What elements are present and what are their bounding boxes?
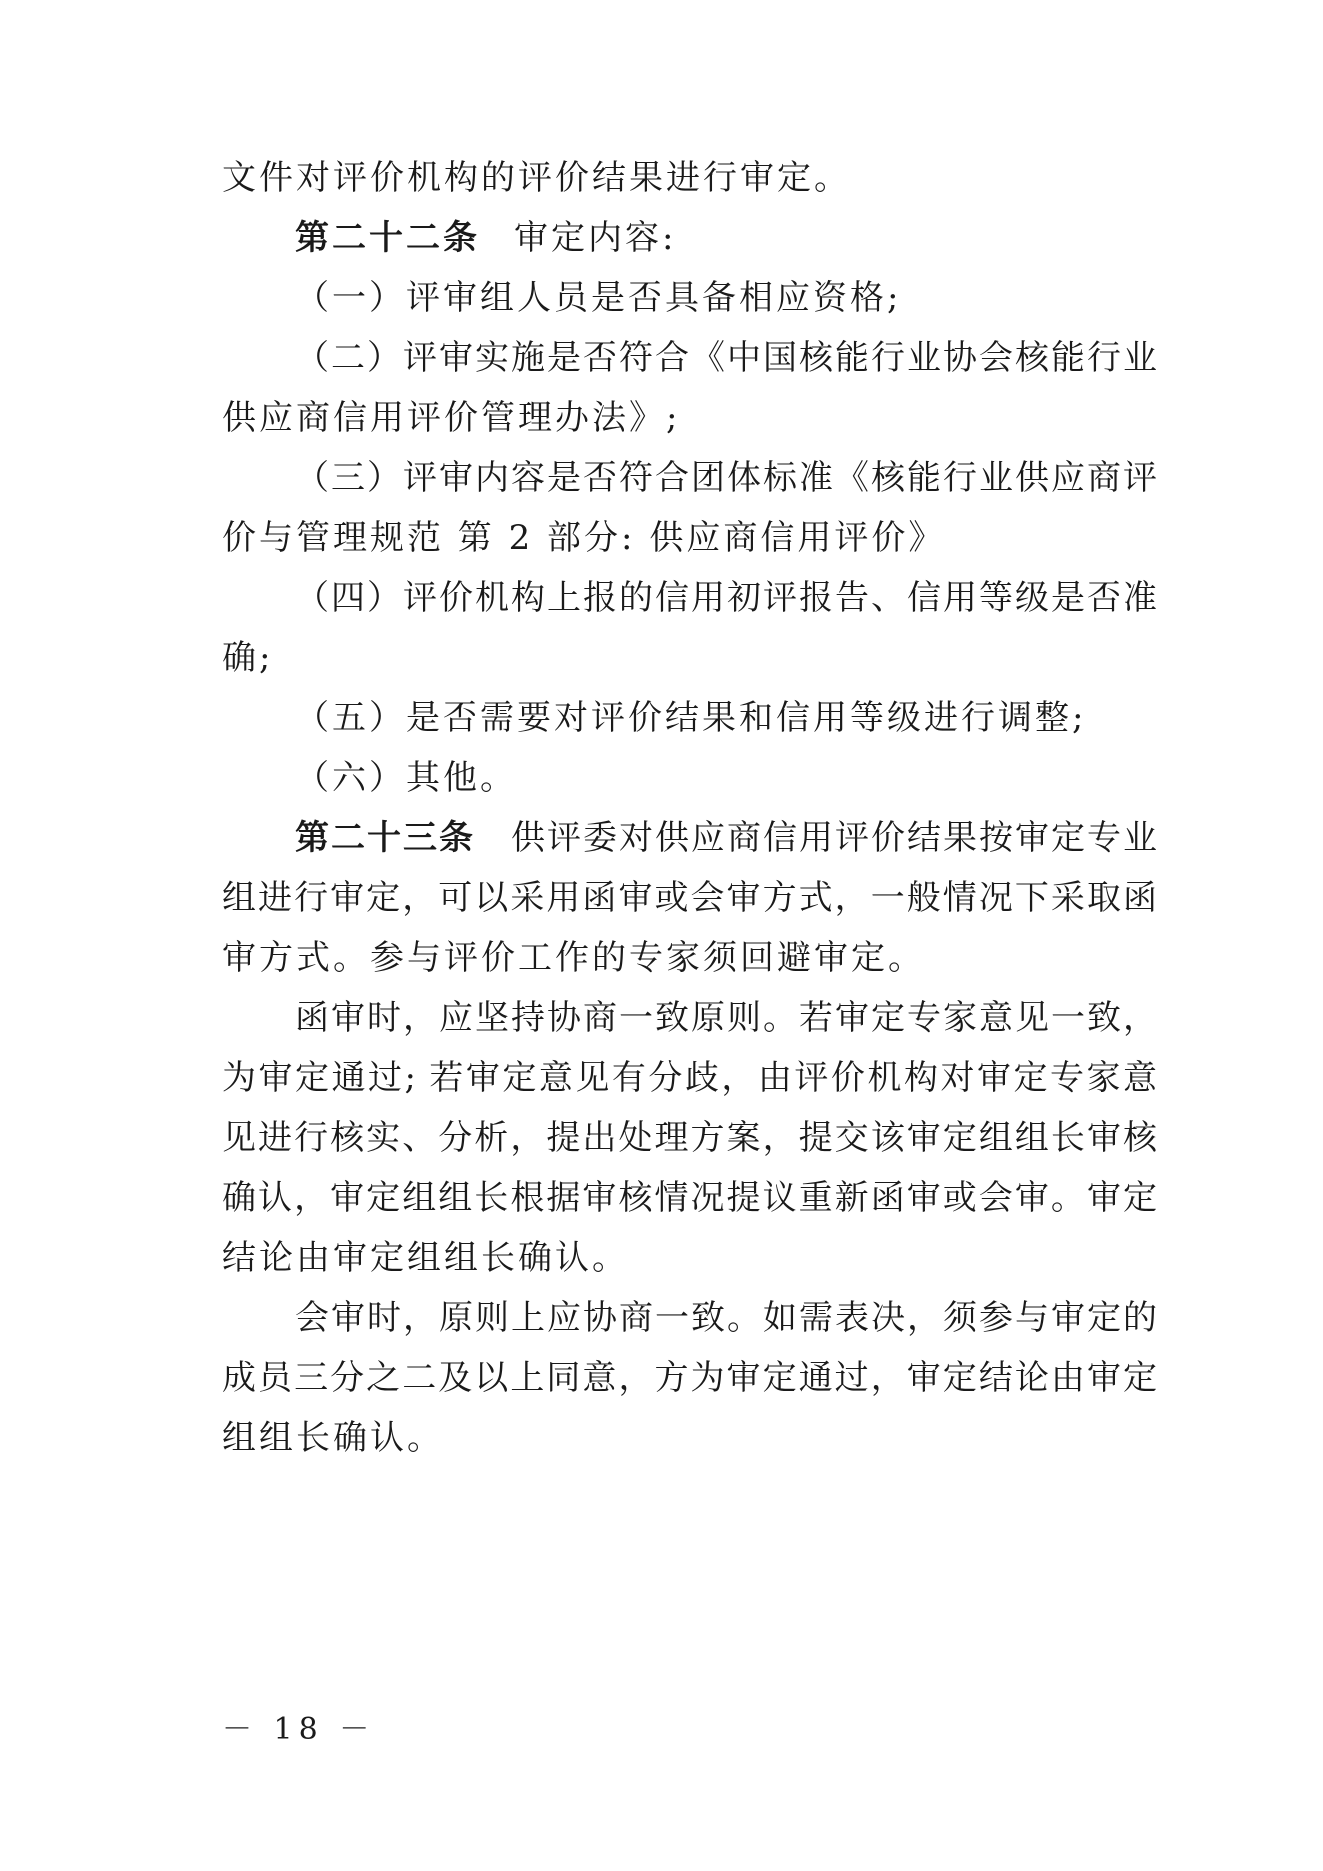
list-item-6: （六）其他。 (295, 758, 517, 798)
list-item-5: （五）是否需要对评价结果和信用等级进行调整; (295, 698, 1087, 738)
list-item-4-continued: 确; (222, 638, 274, 678)
article-23-text: 供评委对供应商信用评价结果按审定专业 (509, 818, 1157, 858)
list-item-4: （四）评价机构上报的信用初评报告、信用等级是否准 (295, 578, 1157, 618)
list-item-1: （一）评审组人员是否具备相应资格; (295, 278, 902, 318)
article-23-line (295, 818, 1157, 858)
paragraph-line: 会审时，原则上应协商一致。如需表决，须参与审定的 (295, 1298, 1157, 1338)
article-22-heading: 第二十二条 (295, 218, 480, 258)
paragraph-line: 审方式。参与评价工作的专家须回避审定。 (222, 938, 925, 978)
paragraph-line: 结论由审定组组长确认。 (222, 1238, 629, 1278)
article-23-heading: 第二十三条 (295, 818, 475, 858)
paragraph-line: 文件对评价机构的评价结果进行审定。 (222, 158, 851, 198)
list-item-3: （三）评审内容是否符合团体标准《核能行业供应商评 (295, 458, 1157, 498)
paragraph-line: 组进行审定，可以采用函审或会审方式，一般情况下采取函 (222, 878, 1157, 918)
paragraph-line: 确认，审定组组长根据审核情况提议重新函审或会审。审定 (222, 1178, 1157, 1218)
article-22-line (295, 218, 1157, 258)
list-item-2: （二）评审实施是否符合《中国核能行业协会核能行业 (295, 338, 1157, 378)
paragraph-line: 见进行核实、分析，提出处理方案，提交该审定组组长审核 (222, 1118, 1157, 1158)
paragraph-line: 成员三分之二及以上同意，方为审定通过，审定结论由审定 (222, 1358, 1157, 1398)
page-number: － 18 － (222, 1712, 376, 1747)
list-item-2-continued: 供应商信用评价管理办法》; (222, 398, 681, 438)
paragraph-line: 组组长确认。 (222, 1418, 444, 1458)
paragraph-line: 为审定通过; 若审定意见有分歧，由评价机构对审定专家意 (222, 1058, 1157, 1098)
paragraph-line: 函审时，应坚持协商一致原则。若审定专家意见一致， (295, 998, 1157, 1038)
article-22-text: 审定内容: (514, 218, 677, 258)
list-item-3-continued: 价与管理规范 第 2 部分: 供应商信用评价》 (222, 518, 946, 558)
